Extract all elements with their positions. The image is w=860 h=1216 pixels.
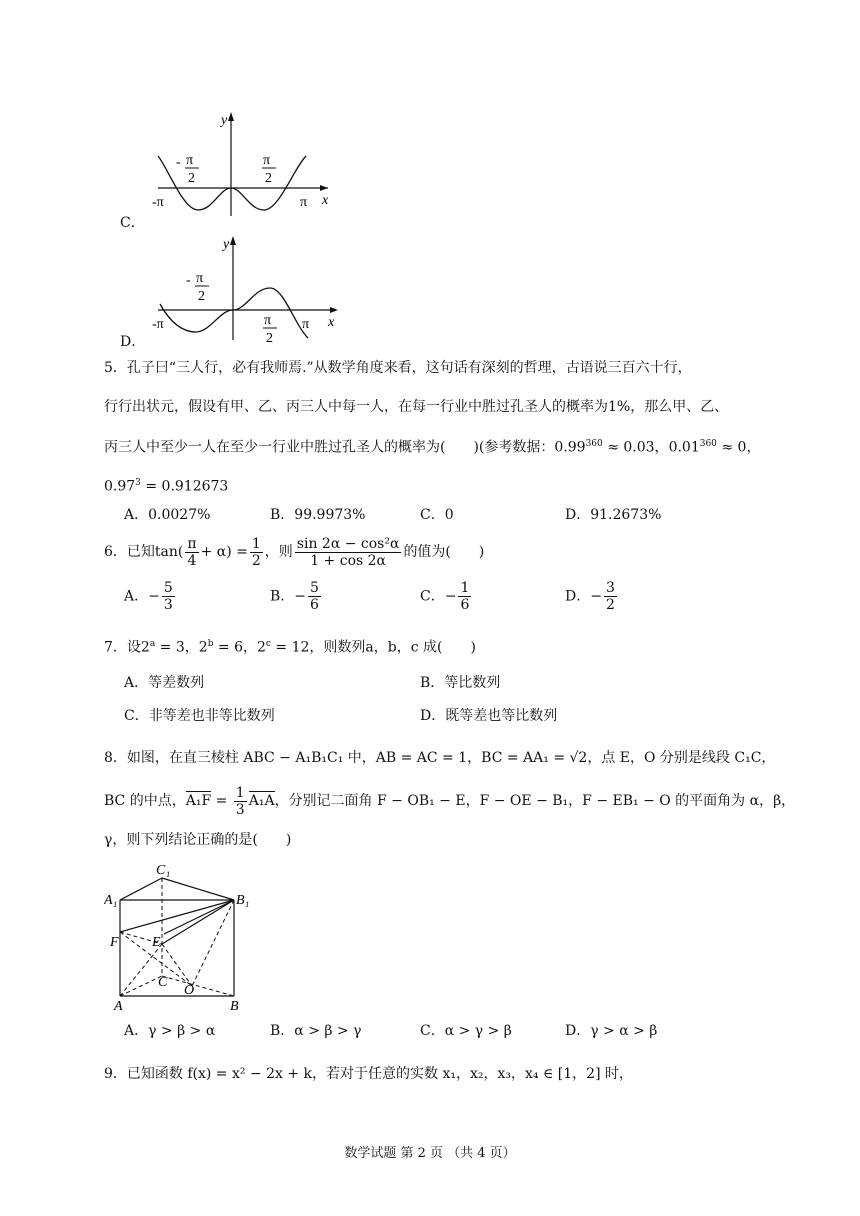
option-d-label: D． xyxy=(120,334,146,350)
vertex-f: F xyxy=(110,935,119,950)
pi-num: π xyxy=(263,153,271,168)
pi-num: π xyxy=(264,313,272,328)
q8-option-a: A．γ > β > α xyxy=(124,1023,216,1039)
q8-line2: BC 的中点，A₁F = $\frac{1}{3}$ A₁A，分别记二面角 F − OB₁ − E，F − OE − B₁，F − EB₁ − O 的平面角为 α，β， xyxy=(104,784,796,818)
vertex-c: C xyxy=(158,975,168,990)
two-den: 2 xyxy=(188,171,195,186)
q8-line3: γ，则下列结论正确的是( ) xyxy=(104,832,292,848)
graph-c xyxy=(148,108,338,220)
two-den: 2 xyxy=(265,171,272,186)
q8-option-d: D．γ > α > β xyxy=(565,1023,658,1039)
q7-option-c: C．非等差也非等比数列 xyxy=(124,708,275,724)
q6-option-b: B．− $\frac{5}{6}$ xyxy=(270,580,319,613)
q5-line1: 5．孔子曰“三人行，必有我师焉.”从数学角度来看，这句话有深刻的哲理，古语说三百六十行， xyxy=(104,360,692,376)
pi-num: π xyxy=(186,153,194,168)
neg-pi-label: -π xyxy=(152,195,164,210)
q7-option-d: D．既等差也等比数列 xyxy=(420,708,558,724)
vertex-c1: C₁ xyxy=(156,863,171,878)
q7-option-b: B．等比数列 xyxy=(420,675,501,691)
q7-option-a: A．等差数列 xyxy=(124,675,205,691)
y-axis-label: y xyxy=(223,237,230,252)
neg-sign: - xyxy=(186,273,191,288)
q7-stem: 7．设2$^a$ = 3，2$^b$ = 6，2$^c$ = 12，则数列a，b，c 成( ) xyxy=(104,639,476,656)
q5-option-b: B．99.9973% xyxy=(270,507,366,523)
q5-option-c: C．0 xyxy=(420,507,454,523)
x-axis-label: x xyxy=(322,193,329,208)
vertex-b1: B₁ xyxy=(236,893,250,908)
page-footer: 数学试题 第 2 页 （共 4 页） xyxy=(344,1146,516,1161)
y-axis-label: y xyxy=(221,113,228,128)
neg-sign: - xyxy=(176,155,181,170)
q8-line1: 8．如图，在直三棱柱 ABC − A₁B₁C₁ 中，AB = AC = 1，BC = AA₁ = √2，点 E，O 分别是线段 C₁C， xyxy=(104,750,776,766)
vertex-a: A xyxy=(114,999,123,1014)
q5-ref3: 0.97$^3$ = 0.912673 xyxy=(104,478,229,495)
q5-option-d: D．91.2673% xyxy=(565,507,662,523)
q6-option-d: D．− $\frac{3}{2}$ xyxy=(565,580,615,613)
x-axis-label: x xyxy=(328,315,335,330)
vertex-b: B xyxy=(230,999,239,1014)
two-den: 2 xyxy=(198,289,205,304)
two-den: 2 xyxy=(266,331,273,344)
vertex-e: E xyxy=(152,935,161,950)
prism-figure xyxy=(104,858,254,1016)
vertex-o: O xyxy=(184,983,195,998)
q5-line3: 丙三人中至少一人在至少一行业中胜过孔圣人的概率为( )(参考数据：0.99$^{360}$ ≈ 0.03，0.01$^{360}$ ≈ 0， xyxy=(104,439,761,456)
q8-option-b: B．α > β > γ xyxy=(270,1023,362,1039)
q8-option-c: C．α > γ > β xyxy=(420,1023,512,1039)
neg-pi-label: -π xyxy=(152,317,164,332)
pi-label: π xyxy=(302,317,310,332)
pi-num: π xyxy=(196,271,204,286)
q9-line1: 9．已知函数 f(x) = x² − 2x + k，若对于任意的实数 x₁，x₂，x₃，x₄ ∈ [1，2] 时， xyxy=(104,1066,633,1082)
pi-label: π xyxy=(300,195,308,210)
q6-option-c: C．− $\frac{1}{6}$ xyxy=(420,580,470,613)
vertex-a1: A₁ xyxy=(104,893,118,908)
q6-stem: 6．已知tan( $\frac{\pi}{4}$ + α) = $\frac{1}{2}$ ，则 $\frac{\text{sin 2α − cos²α}}{1 + \cos 2\alpha}$ 的值为( ) xyxy=(104,535,485,569)
option-c-label: C． xyxy=(120,215,145,231)
q5-option-a: A．0.0027% xyxy=(124,507,211,523)
graph-d xyxy=(148,232,348,344)
q5-line2: 行行出状元，假设有甲、乙、丙三人中每一人，在每一行业中胜过孔圣人的概率为1%，那么甲、乙、 xyxy=(104,399,729,415)
q6-option-a: A．− $\frac{5}{3}$ xyxy=(124,580,173,613)
